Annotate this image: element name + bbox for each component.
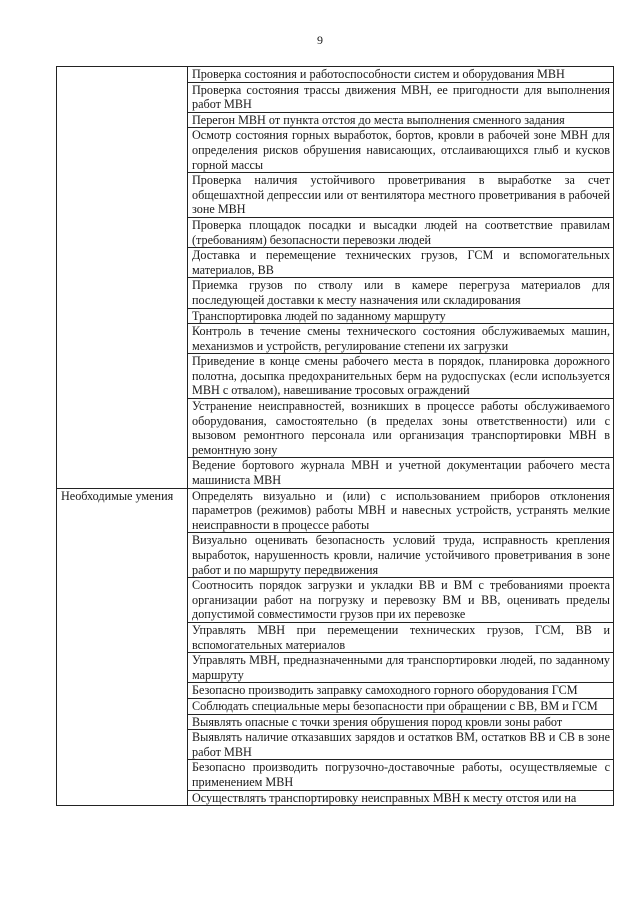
table-cell: Проверка площадок посадки и высадки людей на соответствие правилам (требованиям) безопасности перевозки людей <box>188 217 614 247</box>
table-row <box>57 67 614 83</box>
table-cell: Управлять МВН, предназначенными для транспортировки людей, по заданному маршруту <box>188 653 614 683</box>
table-cell: Проверка наличия устойчивого проветривания в выработке за счет общешахтной депрессии или от вентилятора местного проветривания в рабочей зоне МВН <box>188 173 614 218</box>
table-cell: Визуально оценивать безопасность условий труда, исправность крепления выработок, нарушенность кровли, наличие устойчивого проветривания в зоне работ и по маршруту передвижения <box>188 533 614 578</box>
table-cell: Соотносить порядок загрузки и укладки ВВ и ВМ с требованиями проекта организации работ на погрузку и перевозку ВМ и ВВ, оценивать пределы допустимой совместимости грузов при их перевозке <box>188 578 614 623</box>
table-cell: Соблюдать специальные меры безопасности при обращении с ВВ, ВМ и ГСМ <box>188 698 614 714</box>
table-cell: Ведение бортового журнала МВН и учетной документации рабочего места машиниста МВН <box>188 458 614 488</box>
table-cell: Осуществлять транспортировку неисправных МВН к месту отстоя или на <box>188 790 614 806</box>
table-cell: Выявлять наличие отказавших зарядов и остатков ВМ, остатков ВВ и СВ в зоне работ МВН <box>188 730 614 760</box>
table-cell: Проверка состояния и работоспособности систем и оборудования МВН <box>188 67 614 83</box>
table-cell: Устранение неисправностей, возникших в процессе работы обслуживаемого оборудования, самостоятельно (в пределах зоны ответственности) или с вызовом ремонтного персонала или организация транспортировки МВН в ремонтную зону <box>188 399 614 458</box>
table-cell: Приведение в конце смены рабочего места в порядок, планировка дорожного полотна, досыпка предохранительных берм на рудоспусках (если используется МВН с отвалом), навешивание тросовых ограждений <box>188 354 614 399</box>
table-cell: Контроль в течение смены технического состояния обслуживаемых машин, механизмов и устройств, регулирование степени их загрузки <box>188 324 614 354</box>
table-cell: Проверка состояния трассы движения МВН, ее пригодности для выполнения работ МВН <box>188 82 614 112</box>
table-cell: Управлять МВН при перемещении технических грузов, ГСМ, ВВ и вспомогательных материалов <box>188 622 614 652</box>
table-cell: Перегон МВН от пункта отстоя до места выполнения сменного задания <box>188 112 614 128</box>
section2-label: Необходимые умения <box>57 488 188 805</box>
table-cell: Безопасно производить погрузочно-доставочные работы, осуществляемые с применением МВН <box>188 760 614 790</box>
competency-table <box>56 66 614 806</box>
section1-label <box>57 67 188 489</box>
table-cell: Безопасно производить заправку самоходного горного оборудования ГСМ <box>188 683 614 699</box>
table-cell: Осмотр состояния горных выработок, бортов, кровли в рабочей зоне МВН для определения рисков обрушения нависающих, отслаивающихся глыб и кусков горной массы <box>188 128 614 173</box>
table-cell: Доставка и перемещение технических грузов, ГСМ и вспомогательных материалов, ВВ <box>188 248 614 278</box>
table-cell: Приемка грузов по стволу или в камере перегруза материалов для последующей доставки к месту назначения или складирования <box>188 278 614 308</box>
table-cell: Определять визуально и (или) с использованием приборов отклонения параметров (режимов) работы МВН и навесных устройств, устранять мелкие неисправности в процессе работы <box>188 488 614 533</box>
table-cell: Выявлять опасные с точки зрения обрушения пород кровли зоны работ <box>188 714 614 730</box>
table-cell: Транспортировка людей по заданному маршруту <box>188 308 614 324</box>
page-number: 9 <box>317 33 323 47</box>
table-row <box>57 488 614 533</box>
